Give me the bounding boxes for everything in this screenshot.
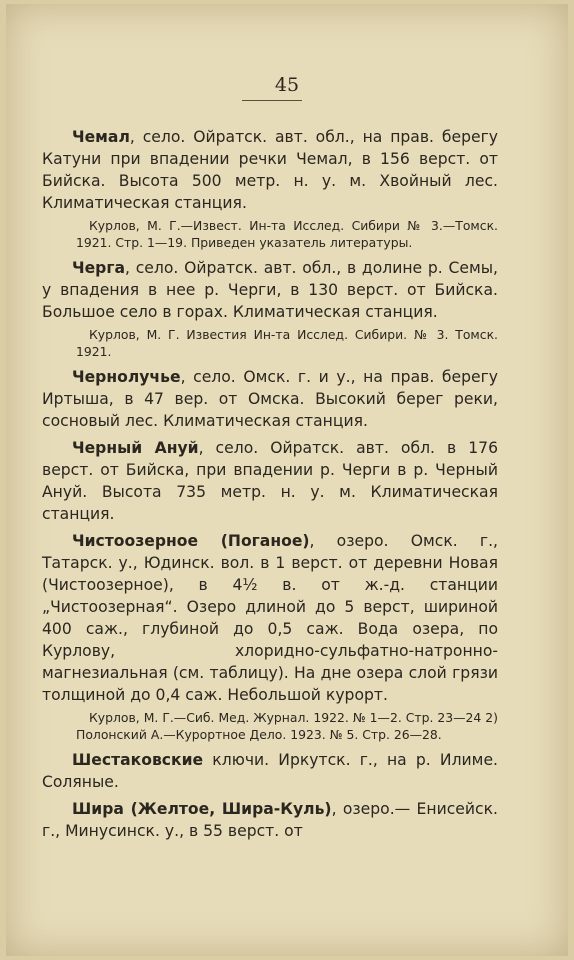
book-page — [6, 4, 568, 956]
entry-title: Чернолучье — [72, 368, 181, 386]
entry-title: Шира (Желтое, Шира-Куль) — [72, 800, 332, 818]
entry-chernoluchye — [42, 366, 498, 432]
page-content — [42, 126, 498, 842]
entry-shestakovskie — [42, 749, 498, 793]
entry-title: Черга — [72, 259, 126, 277]
entry-title: Чистоозерное (Поганое) — [72, 532, 310, 550]
entry-text: ключи. Иркутск. г., на р. Илиме. Соляные. — [42, 751, 498, 791]
entry-text: , озеро.— Енисейск. г., Минусинск. у., в 55 верст. от — [42, 800, 498, 840]
page-number-rule — [242, 100, 302, 101]
entry-cherny-anuy — [42, 437, 498, 525]
entry-title: Шестаковские — [72, 751, 204, 769]
entry-text: , село. Омск. г. и у., на прав. берегу Иртыша, в 47 вер. от Омска. Высокий берег реки, сосновый лес. Климатическая станция. — [42, 368, 498, 430]
entry-text: , село. Ойратск. авт. обл., на прав. берегу Катуни при впадении речки Чемал, в 156 верст. от Бийска. Высота 500 метр. н. у. м. Хвойный лес. Климатическая станция. — [42, 128, 498, 212]
entry-reference: Курлов, М. Г. Известия Ин-та Исслед. Сибири. № 3. Томск. 1921. — [76, 327, 498, 359]
entry-title: Черный Ануй — [72, 439, 199, 457]
entry-title: Чемал — [72, 128, 130, 146]
entry-text: , озеро. Омск. г., Татарск. у., Юдинск. вол. в 1 верст. от деревни Новая (Чистоозерное), в 4½ в. от ж.-д. станции „Чистоозерная“. Озеро длиной до 5 верст, шириной 400 саж., глубиной до 0,5 саж. Вода озера, по Курлову, хлоридно-сульфатно-натронно-магнезиальная (см. таблицу). На дне озера слой грязи толщиной до 0,4 саж. Небольшой курорт. — [42, 532, 499, 704]
entry-shira — [42, 798, 498, 842]
entry-reference: Курлов, М. Г.—Извест. Ин-та Исслед. Сибири № 3.—Томск. 1921. Стр. 1—19. Приведен указатель литературы. — [76, 218, 498, 250]
entry-cherga — [42, 257, 498, 323]
entry-reference: Курлов, М. Г.—Сиб. Мед. Журнал. 1922. № 1—2. Стр. 23—24 2) Полонский А.—Курортное Дело. 1923. № 5. Стр. 26—28. — [76, 710, 498, 742]
page-number: 45 — [274, 74, 300, 96]
entry-text: , село. Ойратск. авт. обл., в долине р. Семы, у впадения в нее р. Черги, в 130 верст. от Бийска. Большое село в горах. Климатическая станция. — [42, 259, 498, 321]
entry-chistoozernoe — [42, 530, 498, 706]
entry-text: , село. Ойратск. авт. обл. в 176 верст. от Бийска, при впадении р. Черги в р. Черный Ануй. Высота 735 метр. н. у. м. Климатическая станция. — [42, 439, 498, 523]
entry-chemal — [42, 126, 498, 214]
